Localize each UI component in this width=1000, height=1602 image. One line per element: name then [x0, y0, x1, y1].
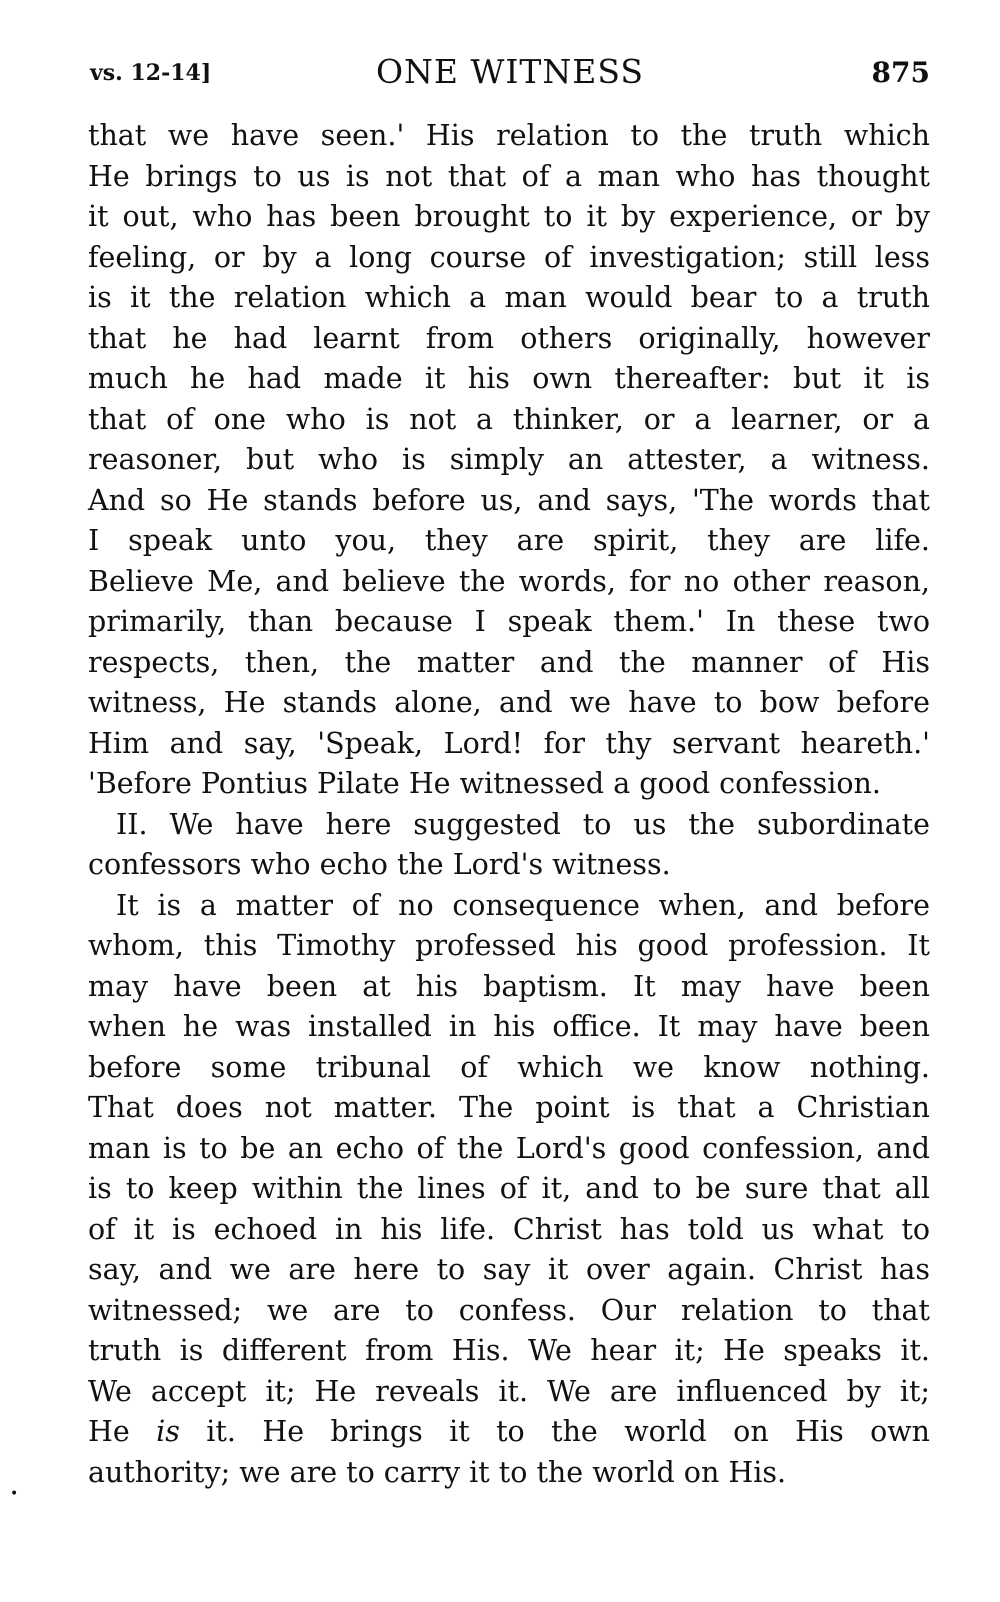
margin-mark: •	[10, 1486, 19, 1502]
body-text	[88, 116, 930, 1493]
text-line: of it is echoed in his life. Christ has told us what to	[88, 1212, 930, 1246]
text-line: 'Before Pontius Pilate He witnessed a good confession.	[88, 767, 881, 800]
text-line: when he was installed in his office. It may have been	[88, 1010, 930, 1043]
text-line: He brings to us is not that of a man who has thought	[88, 159, 930, 193]
text-line: Believe Me, and believe the words, for no other reason,	[88, 564, 930, 598]
text-line: that he had learnt from others originally, however	[88, 321, 930, 355]
text-line: reasoner, but who is simply an attester, a witness.	[88, 443, 930, 476]
text-line: man is to be an echo of the Lord's good confession, and	[88, 1131, 930, 1165]
text-line: confessors who echo the Lord's witness.	[88, 848, 671, 881]
text-line: It is a matter of no consequence when, and before	[116, 888, 930, 922]
page-number: 875	[871, 56, 930, 89]
text-line: That does not matter. The point is that a Christian	[88, 1091, 930, 1124]
page-title: ONE WITNESS	[375, 52, 645, 91]
text-line: before some tribunal of which we know nothing.	[88, 1050, 930, 1084]
text-line: He is it. He brings it to the world on His own	[88, 1415, 931, 1448]
text-line: witness, He stands alone, and we have to bow before	[88, 686, 930, 719]
text-line: And so He stands before us, and says, 'The words that	[88, 483, 930, 517]
text-line: truth is different from His. We hear it; He speaks it.	[88, 1334, 930, 1367]
text-line: that of one who is not a thinker, or a learner, or a	[88, 402, 930, 436]
text-line: is to keep within the lines of it, and to be sure that all	[88, 1172, 930, 1205]
text-line: that we have seen.' His relation to the truth which	[88, 119, 930, 152]
text-line: whom, this Timothy professed his good profession. It	[88, 929, 930, 962]
text-line: much he had made it his own thereafter: but it is	[88, 362, 930, 395]
running-header	[90, 52, 930, 96]
text-line: authority; we are to carry it to the world on His.	[88, 1455, 787, 1489]
text-line: primarily, than because I speak them.' In these two	[88, 605, 930, 638]
text-line: feeling, or by a long course of investigation; still less	[88, 240, 930, 274]
text-line: may have been at his baptism. It may have been	[88, 969, 930, 1003]
text-line: say, and we are here to say it over again. Christ has	[88, 1253, 930, 1286]
text-line: II. We have here suggested to us the subordinate	[116, 807, 930, 841]
text-line: it out, who has been brought to it by experience, or by	[88, 200, 930, 233]
verse-reference: vs. 12-14]	[90, 60, 212, 86]
text-line: We accept it; He reveals it. We are influenced by it;	[88, 1374, 930, 1408]
text-line: Him and say, 'Speak, Lord! for thy servant heareth.'	[88, 726, 930, 760]
text-line: I speak unto you, they are spirit, they are life.	[88, 524, 930, 557]
text-line: respects, then, the matter and the manner of His	[88, 645, 930, 679]
text-line: witnessed; we are to confess. Our relation to that	[88, 1293, 930, 1327]
text-line: is it the relation which a man would bear to a truth	[88, 281, 930, 314]
